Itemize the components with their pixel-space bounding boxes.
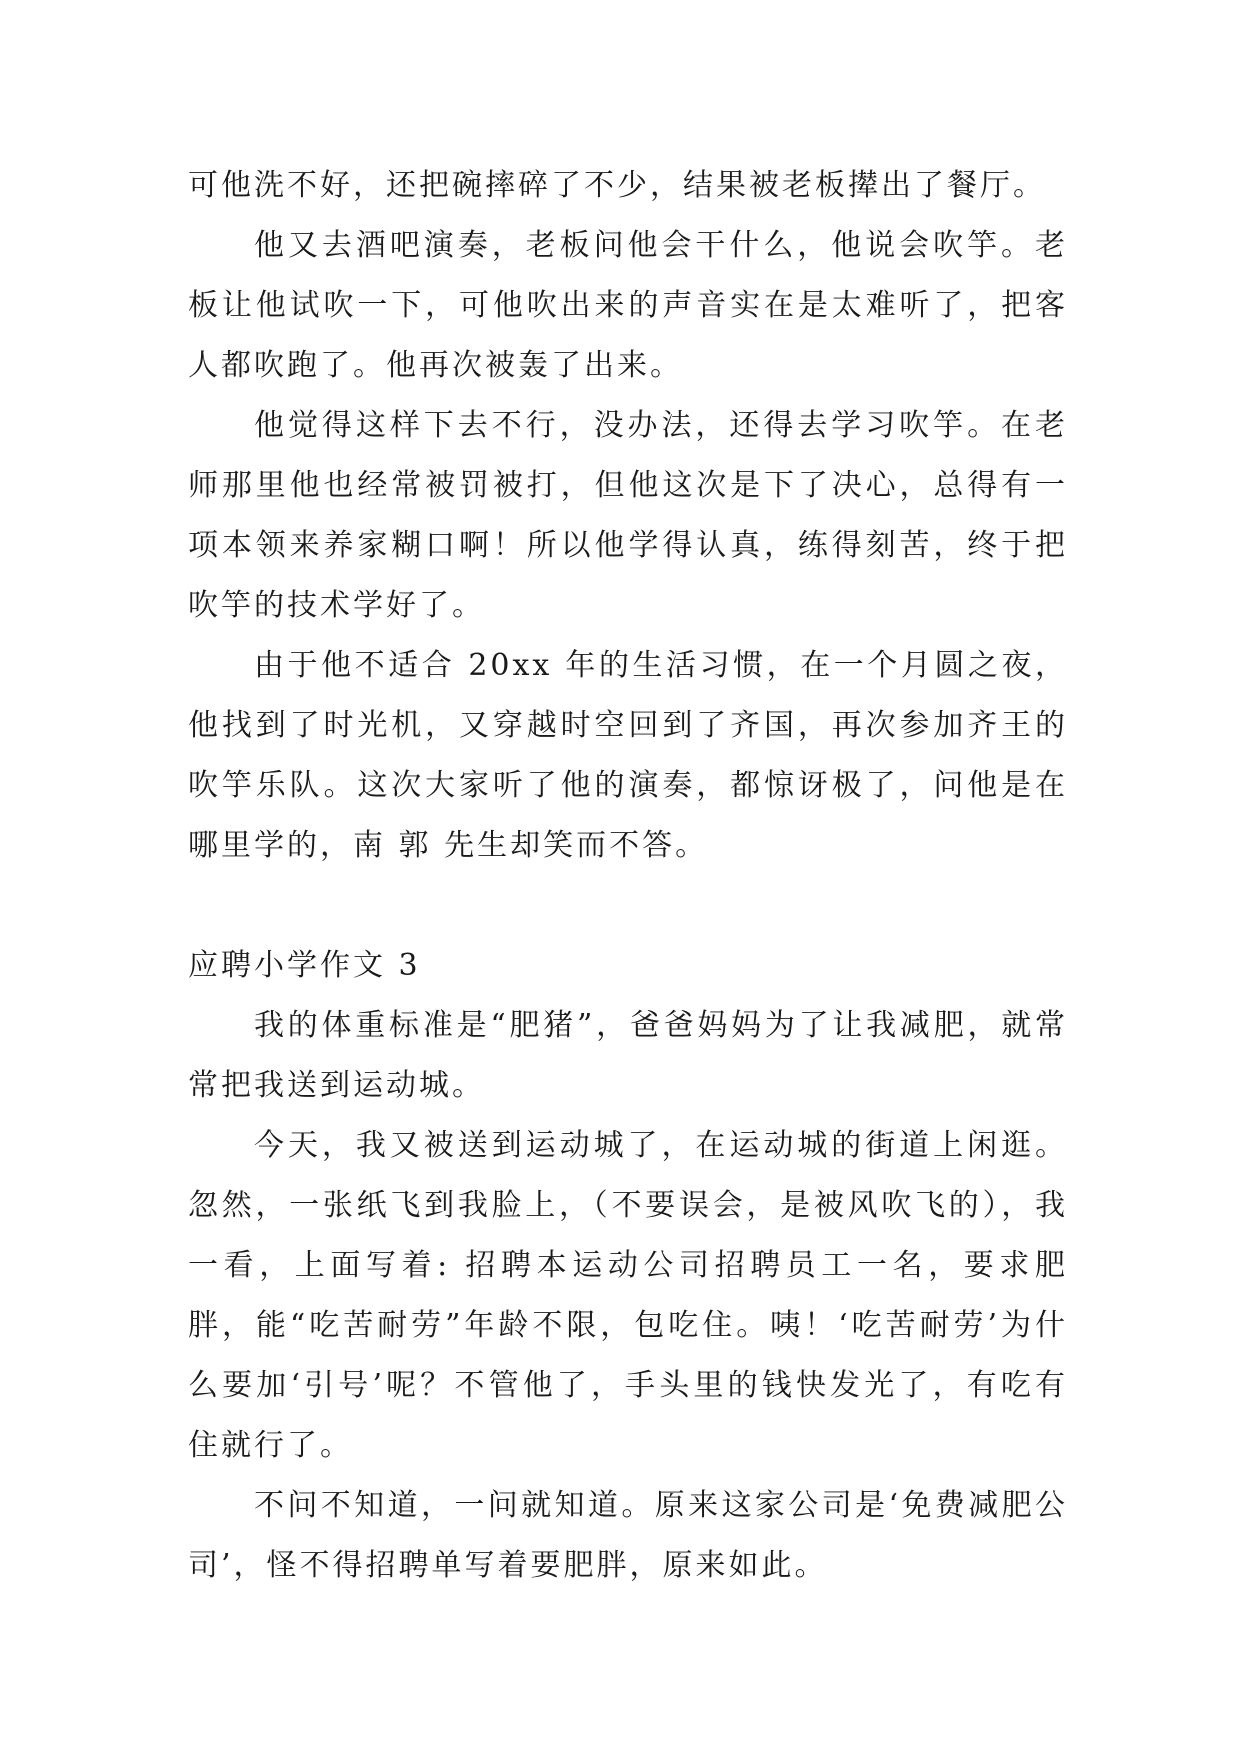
section-title: 应聘小学作文 3 <box>188 948 421 983</box>
paragraph: 由于他不适合 20xx 年的生活习惯，在一个月圆之夜，他找到了时光机，又穿越时空回到了齐国，再次参加齐王的吹竽乐队。这次大家听了他的演奏，都惊讶极了，问他是在哪里学的，南 郭 先生却笑而不答。 <box>188 648 1068 863</box>
paragraph-continuation: 可他洗不好，还把碗摔碎了不少，结果被老板撵出了餐厅。 <box>188 168 1046 203</box>
paragraph: 他觉得这样下去不行，没办法，还得去学习吹竽。在老师那里他也经常被罚被打，但他这次是下了决心，总得有一项本领来养家糊口啊！所以他学得认真，练得刻苦，终于把吹竽的技术学好了。 <box>188 408 1068 623</box>
paragraph: 他又去酒吧演奏，老板问他会干什么，他说会吹竽。老板让他试吹一下，可他吹出来的声音实在是太难听了，把客人都吹跑了。他再次被轰了出来。 <box>188 228 1068 383</box>
paragraph: 今天，我又被送到运动城了，在运动城的街道上闲逛。忽然，一张纸飞到我脸上，（不要误会，是被风吹飞的），我一看，上面写着: 招聘本运动公司招聘员工一名，要求肥胖，能“吃苦耐劳”年龄不限，包吃住。咦！‘吃苦耐劳’为什么要加‘引号’呢？不管他了，手头里的钱快发光了，有吃有住就行了。 <box>188 1128 1068 1463</box>
paragraph: 我的体重标准是“肥猪”，爸爸妈妈为了让我减肥，就常常把我送到运动城。 <box>188 1008 1068 1103</box>
paragraph: 不问不知道，一问就知道。原来这家公司是‘免费减肥公司’，怪不得招聘单写着要肥胖，原来如此。 <box>188 1488 1068 1583</box>
document-body <box>188 156 1068 1596</box>
